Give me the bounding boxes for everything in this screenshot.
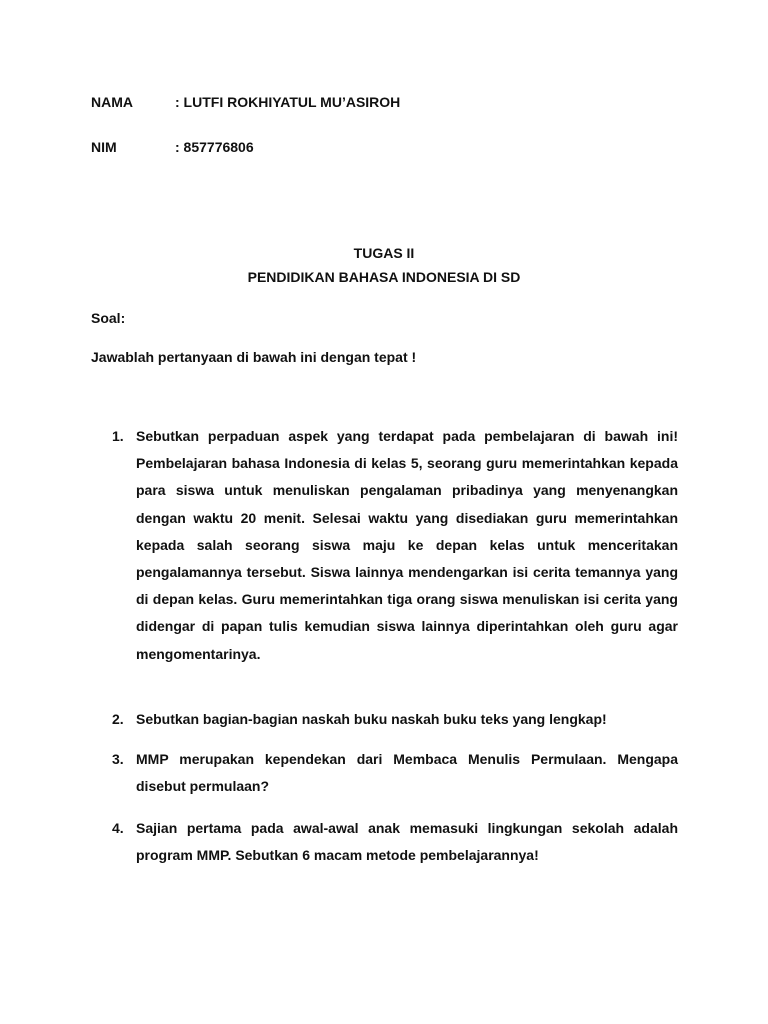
instruction-text: Jawablah pertanyaan di bawah ini dengan tepat ! [91,349,417,365]
question-number: 3. [112,751,124,767]
nim-label: NIM [91,139,117,155]
soal-label: Soal: [91,310,126,326]
nim-value: : 857776806 [175,139,254,155]
name-value: : LUTFI ROKHIYATUL MU’ASIROH [175,94,401,110]
question-text: Sajian pertama pada awal-awal anak memasuki lingkungan sekolah adalah program MMP. Sebutkan 6 macam metode pembelajarannya! [136,820,678,864]
question-number: 4. [112,820,124,836]
question-number: 2. [112,711,124,727]
question-text: Sebutkan perpaduan aspek yang terdapat pada pembelajaran di bawah ini! Pembelajaran bahasa Indonesia di kelas 5, seorang guru memerintahkan kepada para siswa untuk menuliskan pengalaman pribadinya yang menyenangkan dengan waktu 20 menit. Selesai waktu yang disediakan guru memerintahkan kepada salah seorang siswa maju ke depan kelas untuk menceritakan pengalamannya tersebut. Siswa lainnya mendengarkan isi cerita temannya yang di depan kelas. Guru memerintahkan tiga orang siswa menuliskan isi cerita yang didengar di papan tulis kemudian siswa lainnya diperintahkan oleh guru agar mengomentarinya. [136,428,678,662]
question-number: 1. [112,428,124,444]
course-title: PENDIDIKAN BAHASA INDONESIA DI SD [247,269,521,285]
question-text: MMP merupakan kependekan dari Membaca Menulis Permulaan. Mengapa disebut permulaan? [136,751,678,795]
question-text: Sebutkan bagian-bagian naskah buku naskah buku teks yang lengkap! [136,711,607,727]
name-label: NAMA [91,94,133,110]
name-row [91,92,400,112]
assignment-title: TUGAS II [353,245,415,261]
nim-row [91,137,254,157]
